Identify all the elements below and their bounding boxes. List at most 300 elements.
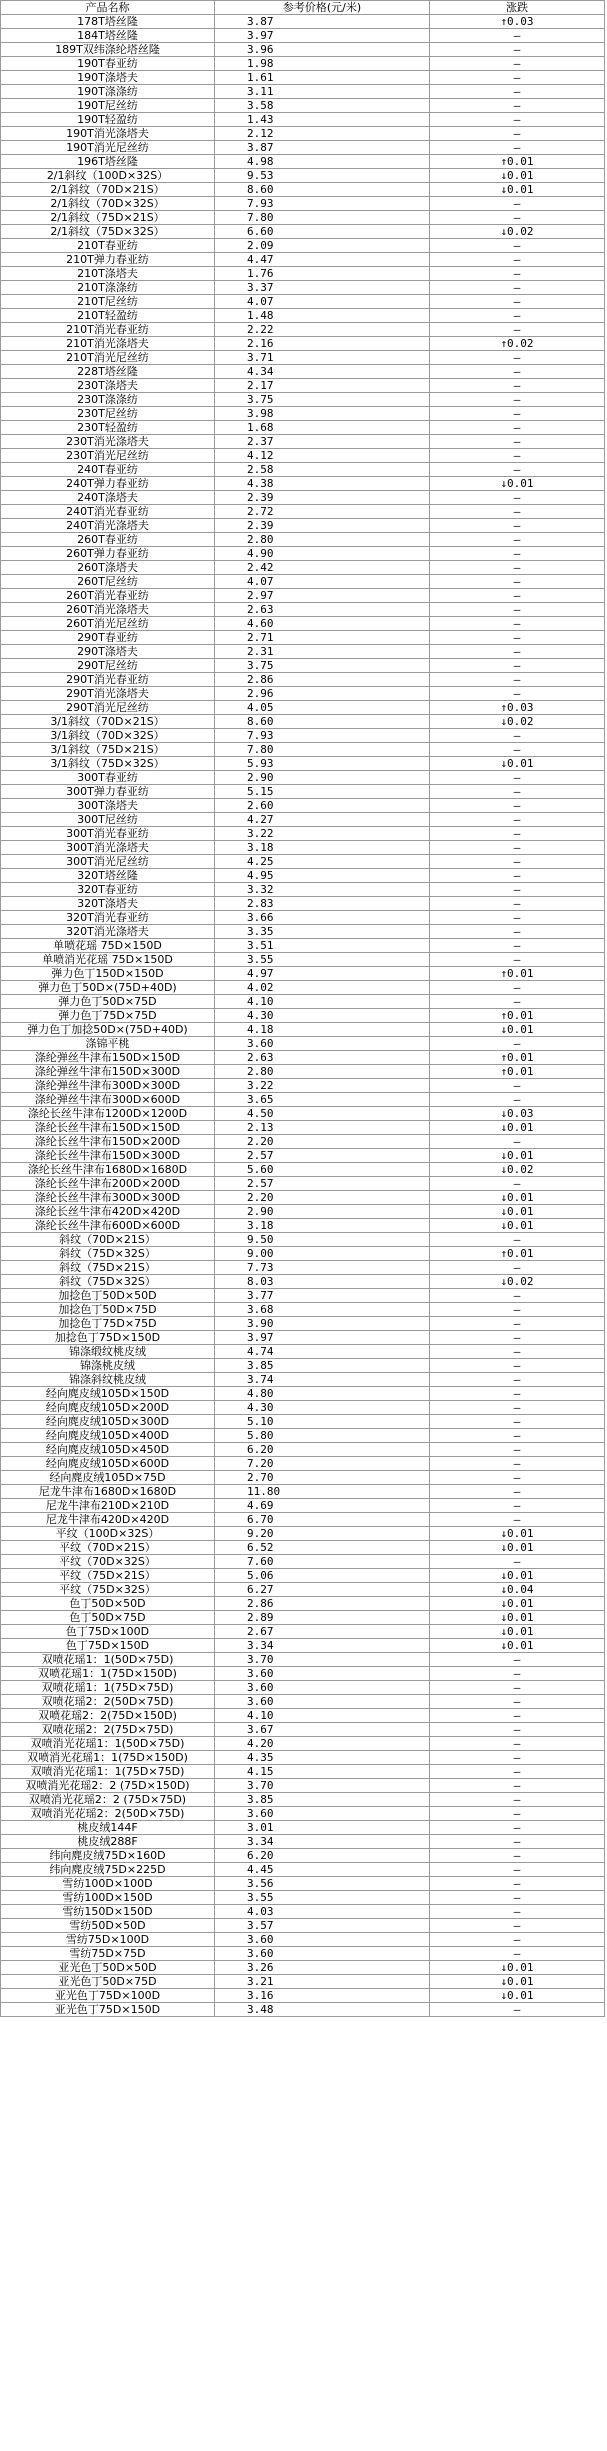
product-name-cell: 经向麂皮绒105D×400D [1, 1429, 215, 1443]
product-name-cell: 190T消光尼丝纺 [1, 141, 215, 155]
change-cell: ↑0.03 [430, 701, 605, 715]
table-row [1, 169, 605, 183]
product-name-cell: 300T尼丝纺 [1, 813, 215, 827]
price-cell: 7.60 [215, 1555, 430, 1569]
change-cell: — [430, 1373, 605, 1387]
change-cell: — [430, 1905, 605, 1919]
price-cell: 3.87 [215, 141, 430, 155]
product-name-cell: 320T塔丝隆 [1, 869, 215, 883]
price-cell: 3.60 [215, 1695, 430, 1709]
price-cell: 2.72 [215, 505, 430, 519]
product-name-cell: 雪纺100D×100D [1, 1877, 215, 1891]
change-cell: — [430, 1471, 605, 1485]
table-row [1, 295, 605, 309]
table-row [1, 1093, 605, 1107]
change-cell: ↑0.01 [430, 1051, 605, 1065]
change-cell: — [430, 729, 605, 743]
change-cell: ↓0.02 [430, 1163, 605, 1177]
price-cell: 2.39 [215, 491, 430, 505]
price-cell: 4.80 [215, 1387, 430, 1401]
price-cell: 3.96 [215, 43, 430, 57]
table-row [1, 449, 605, 463]
change-cell: — [430, 71, 605, 85]
change-cell: — [430, 1807, 605, 1821]
table-row [1, 575, 605, 589]
table-row [1, 1583, 605, 1597]
price-cell: 2.89 [215, 1611, 430, 1625]
product-name-cell: 斜纹（75D×32S） [1, 1275, 215, 1289]
product-name-cell: 色丁75D×100D [1, 1625, 215, 1639]
change-cell: — [430, 407, 605, 421]
price-cell: 2.60 [215, 799, 430, 813]
price-cell: 9.53 [215, 169, 430, 183]
product-name-cell: 230T涤涤纺 [1, 393, 215, 407]
change-cell: — [430, 309, 605, 323]
table-row [1, 463, 605, 477]
table-row [1, 57, 605, 71]
change-cell: ↓0.01 [430, 1961, 605, 1975]
product-name-cell: 260T春亚纺 [1, 533, 215, 547]
change-cell: — [430, 211, 605, 225]
table-row [1, 743, 605, 757]
table-row [1, 2003, 605, 2017]
product-name-cell: 双喷花瑶2：2(50D×75D) [1, 1695, 215, 1709]
product-name-cell: 平纹（70D×21S） [1, 1541, 215, 1555]
product-name-cell: 涤纶长丝牛津布150D×200D [1, 1135, 215, 1149]
table-row [1, 309, 605, 323]
change-cell: — [430, 85, 605, 99]
price-cell: 3.60 [215, 1947, 430, 1961]
product-name-cell: 弹力色丁50D×(75D+40D) [1, 981, 215, 995]
table-row [1, 1835, 605, 1849]
table-row [1, 1429, 605, 1443]
price-cell: 8.60 [215, 715, 430, 729]
product-name-cell: 涤纶长丝牛津布1680D×1680D [1, 1163, 215, 1177]
price-cell: 3.22 [215, 827, 430, 841]
product-name-cell: 锦涤斜纹桃皮绒 [1, 1373, 215, 1387]
change-cell: — [430, 127, 605, 141]
change-cell: — [430, 505, 605, 519]
product-name-cell: 210T消光春亚纺 [1, 323, 215, 337]
price-cell: 4.15 [215, 1765, 430, 1779]
table-row [1, 1499, 605, 1513]
table-row [1, 435, 605, 449]
price-cell: 6.20 [215, 1443, 430, 1457]
price-cell: 4.12 [215, 449, 430, 463]
product-name-cell: 弹力色丁加捻50D×(75D+40D) [1, 1023, 215, 1037]
table-row [1, 1331, 605, 1345]
table-row [1, 771, 605, 785]
product-name-cell: 290T尼丝纺 [1, 659, 215, 673]
product-name-cell: 加捻色丁50D×50D [1, 1289, 215, 1303]
product-name-cell: 涤纶弹丝牛津布300D×600D [1, 1093, 215, 1107]
table-row [1, 757, 605, 771]
change-cell: — [430, 1709, 605, 1723]
product-name-cell: 190T春亚纺 [1, 57, 215, 71]
change-cell: — [430, 869, 605, 883]
price-cell: 2.17 [215, 379, 430, 393]
price-cell: 4.69 [215, 1499, 430, 1513]
table-row [1, 1051, 605, 1065]
price-cell: 2.67 [215, 1625, 430, 1639]
table-row [1, 1387, 605, 1401]
change-cell: — [430, 799, 605, 813]
change-cell: — [430, 351, 605, 365]
table-row [1, 925, 605, 939]
table-row [1, 1065, 605, 1079]
table-row [1, 1345, 605, 1359]
product-name-cell: 雪纺150D×150D [1, 1905, 215, 1919]
price-cell: 3.98 [215, 407, 430, 421]
table-row [1, 883, 605, 897]
change-cell: — [430, 939, 605, 953]
product-name-cell: 涤纶弹丝牛津布150D×150D [1, 1051, 215, 1065]
change-cell: ↑0.02 [430, 337, 605, 351]
price-cell: 11.80 [215, 1485, 430, 1499]
product-name-cell: 320T消光春亚纺 [1, 911, 215, 925]
change-cell: — [430, 1303, 605, 1317]
table-row [1, 631, 605, 645]
price-cell: 2.80 [215, 533, 430, 547]
table-row [1, 1247, 605, 1261]
product-name-cell: 290T消光涤塔夫 [1, 687, 215, 701]
change-cell: — [430, 1849, 605, 1863]
change-cell: — [430, 1317, 605, 1331]
table-row [1, 407, 605, 421]
table-row [1, 43, 605, 57]
price-cell: 5.80 [215, 1429, 430, 1443]
price-cell: 3.51 [215, 939, 430, 953]
price-cell: 6.20 [215, 1849, 430, 1863]
product-name-cell: 弹力色丁150D×150D [1, 967, 215, 981]
product-name-cell: 涤纶长丝牛津布1200D×1200D [1, 1107, 215, 1121]
price-cell: 9.20 [215, 1527, 430, 1541]
product-name-cell: 单喷花瑶 75D×150D [1, 939, 215, 953]
price-cell: 4.05 [215, 701, 430, 715]
table-row [1, 1681, 605, 1695]
product-name-cell: 3/1斜纹（75D×21S） [1, 743, 215, 757]
change-cell: — [430, 533, 605, 547]
table-row [1, 967, 605, 981]
product-name-cell: 色丁75D×150D [1, 1639, 215, 1653]
product-name-cell: 189T双纬涤纶塔丝隆 [1, 43, 215, 57]
price-cell: 7.93 [215, 197, 430, 211]
product-name-cell: 色丁50D×75D [1, 1611, 215, 1625]
product-name-cell: 亚光色丁75D×150D [1, 2003, 215, 2017]
price-cell: 3.37 [215, 281, 430, 295]
table-row [1, 911, 605, 925]
product-name-cell: 涤纶长丝牛津布150D×150D [1, 1121, 215, 1135]
price-cell: 2.90 [215, 771, 430, 785]
product-name-cell: 纬向麂皮绒75D×160D [1, 1849, 215, 1863]
product-name-cell: 210T尼丝纺 [1, 295, 215, 309]
table-row [1, 1933, 605, 1947]
price-cell: 1.61 [215, 71, 430, 85]
product-name-cell: 210T涤塔夫 [1, 267, 215, 281]
product-name-cell: 雪纺100D×150D [1, 1891, 215, 1905]
table-row [1, 1541, 605, 1555]
price-cell: 3.60 [215, 1681, 430, 1695]
table-row [1, 1275, 605, 1289]
price-cell: 5.06 [215, 1569, 430, 1583]
product-name-cell: 亚光色丁50D×50D [1, 1961, 215, 1975]
product-name-cell: 双喷消光花瑶2：2 (75D×75D) [1, 1793, 215, 1807]
change-cell: — [430, 953, 605, 967]
table-row [1, 351, 605, 365]
change-cell: — [430, 1457, 605, 1471]
table-row [1, 323, 605, 337]
change-cell: — [430, 1667, 605, 1681]
change-cell: — [430, 1737, 605, 1751]
table-row [1, 15, 605, 29]
table-row [1, 1877, 605, 1891]
product-name-cell: 锦涤缎纹桃皮绒 [1, 1345, 215, 1359]
change-cell: — [430, 771, 605, 785]
change-cell: — [430, 673, 605, 687]
price-cell: 2.42 [215, 561, 430, 575]
change-cell: — [430, 1485, 605, 1499]
change-cell: — [430, 659, 605, 673]
table-row [1, 127, 605, 141]
product-name-cell: 2/1斜纹（70D×21S） [1, 183, 215, 197]
table-row [1, 71, 605, 85]
product-name-cell: 2/1斜纹（75D×21S） [1, 211, 215, 225]
price-cell: 3.67 [215, 1723, 430, 1737]
price-cell: 3.74 [215, 1373, 430, 1387]
price-cell: 4.30 [215, 1009, 430, 1023]
change-cell: — [430, 1835, 605, 1849]
product-name-cell: 2/1斜纹（70D×32S） [1, 197, 215, 211]
price-cell: 3.57 [215, 1919, 430, 1933]
product-name-cell: 190T涤塔夫 [1, 71, 215, 85]
product-name-cell: 230T轻盈纺 [1, 421, 215, 435]
price-cell: 3.70 [215, 1779, 430, 1793]
table-row [1, 687, 605, 701]
product-name-cell: 260T消光尼丝纺 [1, 617, 215, 631]
price-cell: 6.70 [215, 1513, 430, 1527]
table-row [1, 519, 605, 533]
table-row [1, 645, 605, 659]
change-cell: — [430, 1919, 605, 1933]
table-row [1, 1009, 605, 1023]
product-name-cell: 210T弹力春亚纺 [1, 253, 215, 267]
price-cell: 1.76 [215, 267, 430, 281]
table-row [1, 393, 605, 407]
price-cell: 3.60 [215, 1037, 430, 1051]
product-name-cell: 230T尼丝纺 [1, 407, 215, 421]
change-cell: — [430, 393, 605, 407]
product-name-cell: 320T春亚纺 [1, 883, 215, 897]
price-cell: 3.55 [215, 953, 430, 967]
product-name-cell: 300T弹力春亚纺 [1, 785, 215, 799]
product-name-cell: 210T消光涤塔夫 [1, 337, 215, 351]
change-cell: — [430, 603, 605, 617]
table-row [1, 533, 605, 547]
price-cell: 3.18 [215, 1219, 430, 1233]
product-name-cell: 300T消光春亚纺 [1, 827, 215, 841]
table-row [1, 1359, 605, 1373]
table-row [1, 1303, 605, 1317]
table-row [1, 337, 605, 351]
price-cell: 2.80 [215, 1065, 430, 1079]
change-cell: — [430, 253, 605, 267]
table-row [1, 1611, 605, 1625]
table-row [1, 827, 605, 841]
table-row [1, 1317, 605, 1331]
product-name-cell: 210T春亚纺 [1, 239, 215, 253]
change-cell: ↓0.01 [430, 477, 605, 491]
price-cell: 1.98 [215, 57, 430, 71]
price-cell: 3.90 [215, 1317, 430, 1331]
change-cell: — [430, 1765, 605, 1779]
table-row [1, 1037, 605, 1051]
price-cell: 3.77 [215, 1289, 430, 1303]
price-cell: 2.22 [215, 323, 430, 337]
change-cell: — [430, 1289, 605, 1303]
table-row [1, 1135, 605, 1149]
product-name-cell: 290T消光尼丝纺 [1, 701, 215, 715]
change-cell: ↑0.01 [430, 155, 605, 169]
product-name-cell: 260T消光涤塔夫 [1, 603, 215, 617]
table-row [1, 1667, 605, 1681]
table-row [1, 1219, 605, 1233]
price-cell: 4.34 [215, 365, 430, 379]
product-name-cell: 320T涤塔夫 [1, 897, 215, 911]
price-cell: 3.85 [215, 1359, 430, 1373]
table-row [1, 1485, 605, 1499]
product-name-cell: 230T消光涤塔夫 [1, 435, 215, 449]
product-name-cell: 雪纺75D×100D [1, 1933, 215, 1947]
change-cell: ↑0.01 [430, 1065, 605, 1079]
table-row [1, 1121, 605, 1135]
product-name-cell: 260T消光春亚纺 [1, 589, 215, 603]
price-cell: 7.93 [215, 729, 430, 743]
table-row [1, 1401, 605, 1415]
change-cell: — [430, 785, 605, 799]
product-name-cell: 加捻色丁75D×150D [1, 1331, 215, 1345]
price-cell: 3.32 [215, 883, 430, 897]
table-row [1, 939, 605, 953]
table-row [1, 281, 605, 295]
change-cell: — [430, 1891, 605, 1905]
product-name-cell: 双喷消光花瑶2：2 (75D×150D) [1, 1779, 215, 1793]
header-reference-price: 参考价格(元/米) [215, 1, 430, 15]
price-cell: 4.98 [215, 155, 430, 169]
change-cell: — [430, 197, 605, 211]
price-cell: 4.02 [215, 981, 430, 995]
change-cell: ↓0.01 [430, 1989, 605, 2003]
price-cell: 3.34 [215, 1639, 430, 1653]
price-cell: 3.18 [215, 841, 430, 855]
table-row [1, 1163, 605, 1177]
table-row [1, 813, 605, 827]
price-cell: 4.35 [215, 1751, 430, 1765]
change-cell: — [430, 743, 605, 757]
table-row [1, 1849, 605, 1863]
table-row [1, 1737, 605, 1751]
table-row [1, 155, 605, 169]
change-cell: — [430, 1177, 605, 1191]
price-cell: 3.22 [215, 1079, 430, 1093]
change-cell: — [430, 841, 605, 855]
price-cell: 2.09 [215, 239, 430, 253]
table-row [1, 1149, 605, 1163]
change-cell: — [430, 29, 605, 43]
table-row [1, 1205, 605, 1219]
product-name-cell: 尼龙牛津布420D×420D [1, 1513, 215, 1527]
table-row [1, 869, 605, 883]
price-cell: 2.37 [215, 435, 430, 449]
price-cell: 3.35 [215, 925, 430, 939]
table-row [1, 701, 605, 715]
change-cell: — [430, 925, 605, 939]
table-row [1, 1233, 605, 1247]
table-row [1, 981, 605, 995]
table-row [1, 1023, 605, 1037]
price-cell: 4.60 [215, 617, 430, 631]
product-name-cell: 色丁50D×50D [1, 1597, 215, 1611]
change-cell: — [430, 1933, 605, 1947]
change-cell: — [430, 1863, 605, 1877]
table-row [1, 1569, 605, 1583]
product-name-cell: 经向麂皮绒105D×600D [1, 1457, 215, 1471]
product-name-cell: 300T涤塔夫 [1, 799, 215, 813]
table-row [1, 253, 605, 267]
table-row [1, 113, 605, 127]
change-cell: — [430, 2003, 605, 2017]
change-cell: ↑0.01 [430, 1247, 605, 1261]
change-cell: ↓0.01 [430, 1121, 605, 1135]
table-row [1, 1807, 605, 1821]
change-cell: — [430, 43, 605, 57]
change-cell: — [430, 1751, 605, 1765]
change-cell: — [430, 911, 605, 925]
table-row [1, 1793, 605, 1807]
change-cell: — [430, 1079, 605, 1093]
table-row [1, 239, 605, 253]
change-cell: ↓0.01 [430, 1597, 605, 1611]
price-cell: 2.86 [215, 673, 430, 687]
price-cell: 2.90 [215, 1205, 430, 1219]
change-cell: — [430, 519, 605, 533]
change-cell: ↓0.01 [430, 1205, 605, 1219]
change-cell: — [430, 421, 605, 435]
product-name-cell: 300T消光尼丝纺 [1, 855, 215, 869]
change-cell: — [430, 1681, 605, 1695]
change-cell: — [430, 1443, 605, 1457]
product-name-cell: 涤纶长丝牛津布420D×420D [1, 1205, 215, 1219]
change-cell: — [430, 981, 605, 995]
table-row [1, 1653, 605, 1667]
change-cell: — [430, 1877, 605, 1891]
change-cell: ↓0.01 [430, 1191, 605, 1205]
change-cell: ↓0.02 [430, 225, 605, 239]
table-row [1, 477, 605, 491]
change-cell: ↓0.01 [430, 1625, 605, 1639]
price-cell: 4.50 [215, 1107, 430, 1121]
price-cell: 8.03 [215, 1275, 430, 1289]
price-cell: 5.10 [215, 1415, 430, 1429]
change-cell: — [430, 1359, 605, 1373]
change-cell: — [430, 1233, 605, 1247]
product-name-cell: 平纹（75D×32S） [1, 1583, 215, 1597]
price-cell: 9.00 [215, 1247, 430, 1261]
price-cell: 3.97 [215, 1331, 430, 1345]
change-cell: ↓0.01 [430, 757, 605, 771]
price-cell: 1.43 [215, 113, 430, 127]
price-cell: 2.39 [215, 519, 430, 533]
price-cell: 2.12 [215, 127, 430, 141]
